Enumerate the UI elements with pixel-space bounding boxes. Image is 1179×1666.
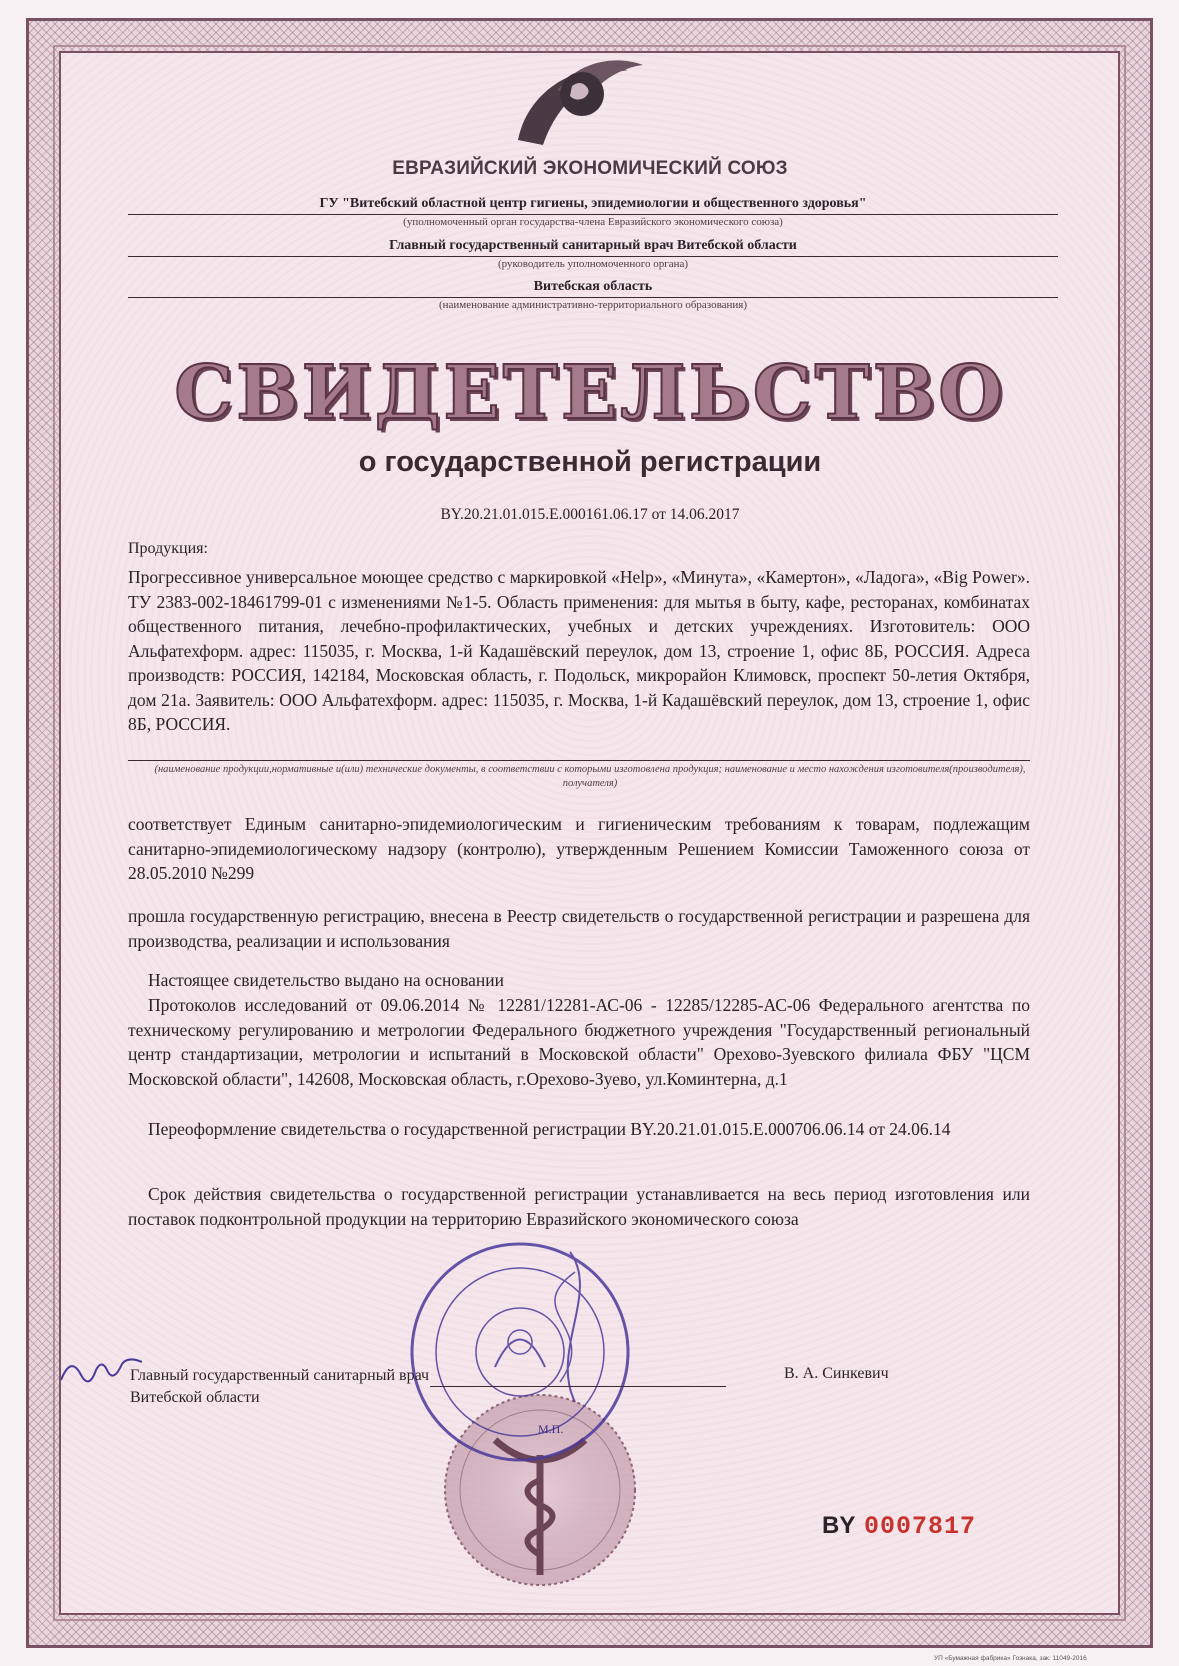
serial-number: 0007817 — [864, 1512, 977, 1541]
authority-region-caption: (наименование административно-территориального образования) — [438, 299, 748, 311]
official-stamp-icon — [400, 1232, 640, 1482]
authority-head-caption: (руководитель уполномоченного органа) — [497, 258, 689, 270]
signature-line — [430, 1386, 726, 1387]
signatory-title-line2: Витебской области — [130, 1389, 260, 1406]
product-description: Прогрессивное универсальное моющее средство с маркировкой «Help», «Минута», «Камертон», «Ладога», «Big Power». ТУ 2383-002-18461799-01 с изменениями №1-5. Область применения: для мытья в быту, кафе, ресторанах, комбинатах общественного питания, лечебно-профилактических, учебных и детских учреждениях. Изготовитель: ООО Альфатехформ. адрес: 115035, г. Москва, 1-й Кадашёвский переулок, дом 13, строение 1, офис 8Б, РОССИЯ. Адреса производств: РОССИЯ, 142184, Московская область, г. Подольск, микрорайон Климовск, проспект 50-летия Октября, дом 21а. Заявитель: ООО Альфатехформ. адрес: 115035, г. Москва, 1-й Кадашёвский переулок, дом 13, строение 1, офис 8Б, РОССИЯ. — [128, 567, 1030, 734]
region-rule — [128, 297, 1058, 298]
union-name: ЕВРАЗИЙСКИЙ ЭКОНОМИЧЕСКИЙ СОЮЗ — [392, 158, 788, 179]
compliance-text: соответствует Единым санитарно-эпидемиологическим и гигиеническим требованиям к товарам, подлежащим санитарно-эпидемиологическому надзору (контролю), утвержденным Решением Комиссии Таможенного союза от 28.05.2010 №299 — [128, 814, 1030, 883]
authority-organ: ГУ "Витебский областной центр гигиены, эпидемиологии и общественного здоровья" — [319, 196, 867, 211]
serial-prefix: BY — [822, 1512, 856, 1539]
registration-number: BY.20.21.01.015.E.000161.06.17 от 14.06.2017 — [440, 506, 740, 523]
certificate-title: СВИДЕТЕЛЬСТВО — [174, 350, 1006, 436]
head-rule — [128, 256, 1058, 257]
certificate-subtitle: о государственной регистрации — [358, 446, 822, 478]
authority-head: Главный государственный санитарный врач Витебской области — [389, 238, 797, 253]
authority-region: Витебская область — [533, 279, 653, 294]
basis-intro: Настоящее свидетельство выдано на основании — [148, 970, 504, 990]
product-rule — [128, 760, 1030, 761]
stamp-place-label: М.П. — [538, 1422, 564, 1436]
signatory-title-line1: Главный государственный санитарный врач — [130, 1367, 430, 1384]
signatory-title — [130, 1365, 429, 1409]
authority-organ-caption: (уполномоченный орган государства-члена Евразийского экономического союза) — [403, 216, 783, 228]
signatory-name: В. А. Синкевич — [784, 1365, 889, 1382]
basis-reissue: Переоформление свидетельства о государственной регистрации BY.20.21.01.015.E.000706.06.14 от 24.06.14 — [148, 1119, 951, 1139]
product-caption: (наименование продукции,нормативные и(или) технические документы, в соответствии с которыми изготовлена продукция; наименование и место нахождения изготовителя(производителя), получателя) — [154, 764, 1026, 789]
eaeu-emblem-icon — [498, 50, 648, 150]
registration-text: прошла государственную регистрацию, внесена в Реестр свидетельств о государственной регистрации и разрешена для производства, реализации и использования — [128, 906, 1030, 951]
printer-imprint: УП «Бумажная фабрика» Гознака, зак. 11049-2016 — [934, 1655, 1087, 1662]
organ-rule — [128, 214, 1058, 215]
validity-text: Срок действия свидетельства о государственной регистрации устанавливается на весь период изготовления или поставок подконтрольной продукции на территорию Евразийского экономического союза — [128, 1184, 1030, 1229]
product-label: Продукция: — [128, 540, 208, 557]
basis-protocols: Протоколов исследований от 09.06.2014 № 12281/12281-АС-06 - 12285/12285-АС-06 Федерального агентства по техническому регулированию и метрологии Федерального бюджетного учреждения "Государственный региональный центр стандартизации, метрологии и испытаний в Московской области" Орехово-Зуевского филиала ФБУ "ЦСМ Московской области", 142608, Московская область, г.Орехово-Зуево, ул.Коминтерна, д.1 — [128, 995, 1030, 1089]
